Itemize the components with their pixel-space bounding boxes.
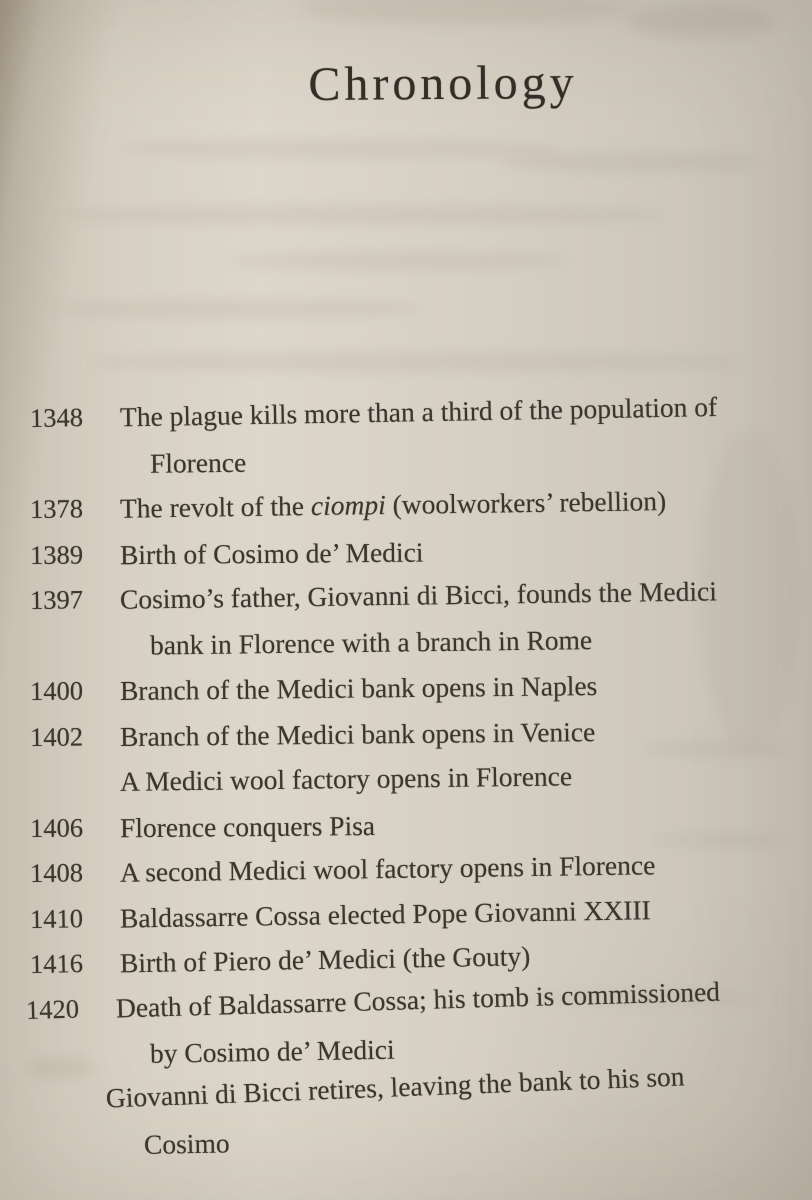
chronology-list (25, 390, 802, 1170)
entry-year-spacer (30, 782, 120, 783)
entry-text: Birth of Cosimo de’ Medici (119, 535, 424, 570)
bleed-through-smudge (90, 352, 740, 372)
entry-text: Branch of the Medici bank opens in Naples (119, 669, 598, 706)
entry-year-spacer (16, 1098, 106, 1101)
entry-year: 1406 (29, 812, 84, 843)
entry-year-spacer (30, 463, 120, 464)
entry-year: 1416 (29, 948, 84, 980)
bleed-through-smudge (500, 152, 760, 172)
entry-year: 1378 (29, 493, 84, 525)
entry-year: 1389 (29, 539, 84, 570)
entry-text: Branch of the Medici bank opens in Venice (119, 715, 596, 752)
entry-year: 1402 (29, 721, 84, 752)
entry-text: Florence (149, 445, 247, 478)
entry-text: Giovanni di Bicci retires, leaving the bank to his son (105, 1059, 686, 1113)
timeline-row-1402-event2 (30, 751, 802, 806)
entry-text: A second Medici wool factory opens in Florence (119, 849, 656, 888)
entry-text: Florence conquers Pisa (119, 809, 376, 843)
entry-year: 1410 (29, 902, 84, 934)
entry-year: 1420 (25, 993, 80, 1025)
entry-text: Cosimo’s father, Giovanni di Bicci, founds the Medici (119, 575, 718, 615)
entry-year: 1408 (29, 857, 84, 889)
entry-year: 1348 (29, 402, 84, 434)
entry-year-spacer (24, 1145, 114, 1147)
entry-year: 1400 (29, 675, 84, 707)
bleed-through-smudge (60, 205, 670, 225)
entry-text (120, 485, 667, 525)
page-title: Chronology (308, 56, 578, 111)
timeline-row-1397-cont (30, 614, 802, 669)
entry-text-italic: ciompi (310, 488, 386, 521)
entry-text: Birth of Piero de’ Medici (the Gouty) (119, 940, 531, 979)
timeline-row-1400 (30, 661, 802, 715)
entry-text-segment: The revolt of the (119, 489, 312, 524)
entry-text: The plague kills more than a third of the population of (119, 390, 718, 433)
bleed-through-smudge (230, 252, 570, 270)
entry-year-spacer (30, 645, 120, 646)
bleed-through-smudge (625, 4, 775, 38)
entry-text: by Cosimo de’ Medici (149, 1033, 395, 1069)
entry-year-spacer (30, 1054, 120, 1056)
entry-text: Cosimo (143, 1127, 230, 1160)
entry-text: Death of Baldassarre Cossa; his tomb is commissioned (115, 974, 721, 1023)
entry-text: A Medici wool factory opens in Florence (119, 760, 573, 797)
bleed-through-smudge (55, 300, 425, 318)
timeline-row-1348 (30, 383, 803, 442)
entry-year: 1397 (29, 584, 84, 616)
bleed-through-smudge (300, 0, 630, 24)
bleed-through-smudge (120, 140, 560, 158)
entry-text: bank in Florence with a branch in Rome (149, 623, 593, 660)
timeline-row-1378 (30, 476, 803, 532)
entry-text: Baldassarre Cossa elected Pope Giovanni XXIII (119, 893, 651, 933)
entry-text-segment: (woolworkers’ rebellion) (385, 484, 667, 520)
